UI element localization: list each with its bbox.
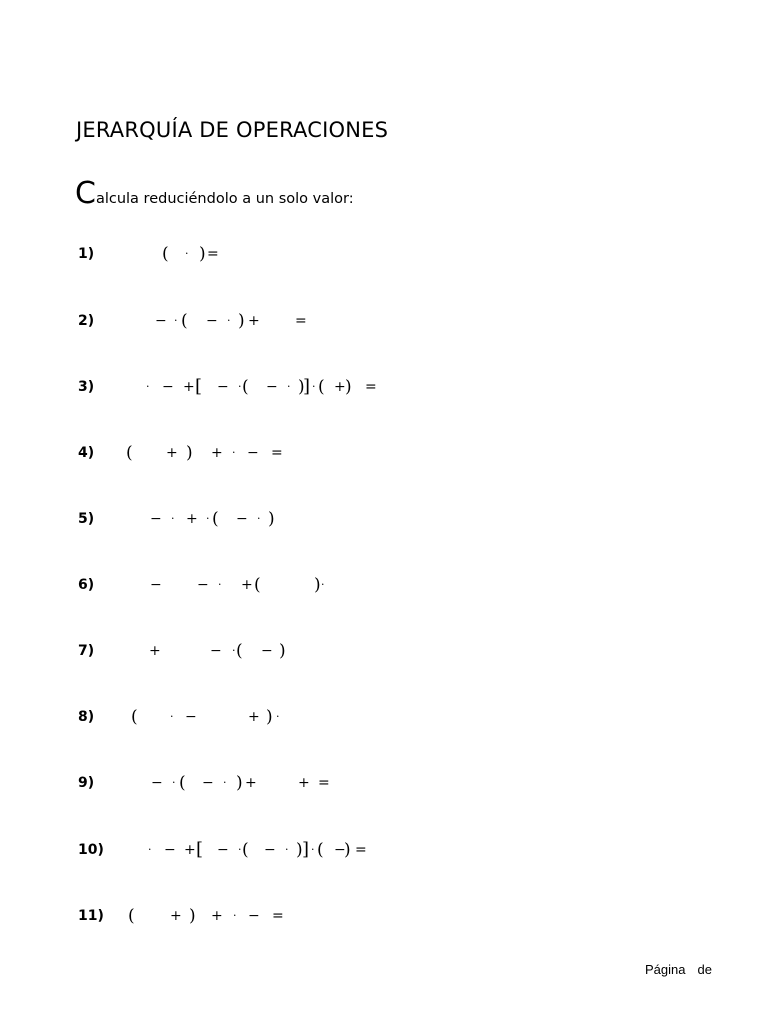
instruction-initial: C [75,176,96,211]
minus-sign: − [247,445,259,461]
exercise-number: 4) [78,445,95,461]
plus-sign: + [170,908,182,924]
close-bracket: ] [303,376,311,397]
exercise-4 [0,441,768,465]
exercise-5 [0,507,768,531]
exercise-10 [0,838,768,862]
open-paren: ( [162,244,169,264]
equals-sign: = [272,908,284,924]
close-paren: ) [236,773,243,793]
equals-sign: = [318,775,330,791]
multiply-dot: · [172,776,176,789]
multiply-dot: · [287,380,291,393]
exercise-number: 3) [78,379,95,395]
instruction-text: alcula reduciéndolo a un solo valor: [95,191,354,207]
close-paren: ) [314,575,321,595]
minus-sign: − [150,511,162,527]
open-bracket: [ [195,376,203,397]
minus-sign: − [264,842,276,858]
multiply-dot: · [238,380,242,393]
close-paren: ) [266,707,273,727]
close-paren: ) [238,311,245,331]
page-of-label: de [697,962,712,977]
exercise-number: 2) [78,313,95,329]
equals-sign: = [295,313,307,329]
exercise-number: 10) [78,842,104,858]
open-paren: ( [242,377,249,397]
close-paren: ) [189,906,196,926]
multiply-dot: · [223,776,227,789]
multiply-dot: · [257,512,261,525]
exercise-number: 9) [78,775,95,791]
minus-sign: − [248,908,260,924]
open-paren: ( [128,906,135,926]
minus-sign: − [185,709,197,725]
plus-sign: + [211,445,223,461]
exercise-8 [0,705,768,729]
exercise-3 [0,375,768,399]
page-label: Página [645,962,686,977]
exercise-number: 7) [78,643,95,659]
plus-sign: + [248,709,260,725]
open-paren: ( [212,509,219,529]
multiply-dot: · [312,380,316,393]
multiply-dot: · [232,446,236,459]
plus-sign: + [183,379,195,395]
multiply-dot: · [170,710,174,723]
open-paren: ( [131,707,138,727]
close-paren: ) [268,509,275,529]
close-paren: ) [199,244,206,264]
exercise-number: 8) [78,709,95,725]
exercise-number: 6) [78,577,95,593]
plus-sign: + [184,842,196,858]
minus-sign: − [266,379,278,395]
multiply-dot: · [233,909,237,922]
exercise-1 [0,242,768,266]
exercise-number: 1) [78,246,95,262]
multiply-dot: · [174,314,178,327]
close-paren: ) [298,377,305,397]
exercise-7 [0,639,768,663]
multiply-dot: · [276,710,280,723]
minus-sign: − [150,577,162,593]
open-paren: ( [242,840,249,860]
multiply-dot: · [311,843,315,856]
multiply-dot: · [148,843,152,856]
exercise-9 [0,771,768,795]
exercise-number: 5) [78,511,95,527]
minus-sign: − [217,379,229,395]
plus-sign: + [211,908,223,924]
multiply-dot: · [206,512,210,525]
multiply-dot: · [238,843,242,856]
multiply-dot: · [232,644,236,657]
equals-sign: = [355,842,367,858]
worksheet-title: JERARQUÍA DE OPERACIONES [76,118,389,142]
minus-sign: − [151,775,163,791]
equals-sign: = [271,445,283,461]
close-bracket: ] [302,839,310,860]
multiply-dot: · [146,380,150,393]
page-footer [645,962,712,977]
minus-sign: − [206,313,218,329]
minus-sign: − [210,643,222,659]
open-paren: ( [317,840,324,860]
plus-sign: + [245,775,257,791]
close-paren: ) [279,641,286,661]
minus-sign: − [197,577,209,593]
open-paren: ( [181,311,188,331]
minus-sign: − [164,842,176,858]
plus-sign: + [186,511,198,527]
exercise-6 [0,573,768,597]
close-paren: ) [345,377,352,397]
open-paren: ( [179,773,186,793]
plus-sign: + [298,775,310,791]
minus-sign: − [236,511,248,527]
minus-sign: − [334,842,346,858]
equals-sign: = [365,379,377,395]
plus-sign: + [334,379,346,395]
open-bracket: [ [196,839,204,860]
open-paren: ( [236,641,243,661]
exercise-number: 11) [78,908,104,924]
multiply-dot: · [171,512,175,525]
close-paren: ) [186,443,193,463]
exercise-2 [0,309,768,333]
open-paren: ( [318,377,325,397]
multiply-dot: · [227,314,231,327]
minus-sign: − [217,842,229,858]
minus-sign: − [162,379,174,395]
plus-sign: + [166,445,178,461]
multiply-dot: · [218,578,222,591]
multiply-dot: · [185,247,189,260]
minus-sign: − [261,643,273,659]
open-paren: ( [254,575,261,595]
plus-sign: + [241,577,253,593]
exercise-11 [0,904,768,928]
close-paren: ) [344,840,351,860]
multiply-dot: · [321,578,325,591]
equals-sign: = [207,246,219,262]
open-paren: ( [126,443,133,463]
multiply-dot: · [285,843,289,856]
close-paren: ) [296,840,303,860]
plus-sign: + [149,643,161,659]
minus-sign: − [155,313,167,329]
instruction [75,177,354,211]
plus-sign: + [248,313,260,329]
minus-sign: − [202,775,214,791]
